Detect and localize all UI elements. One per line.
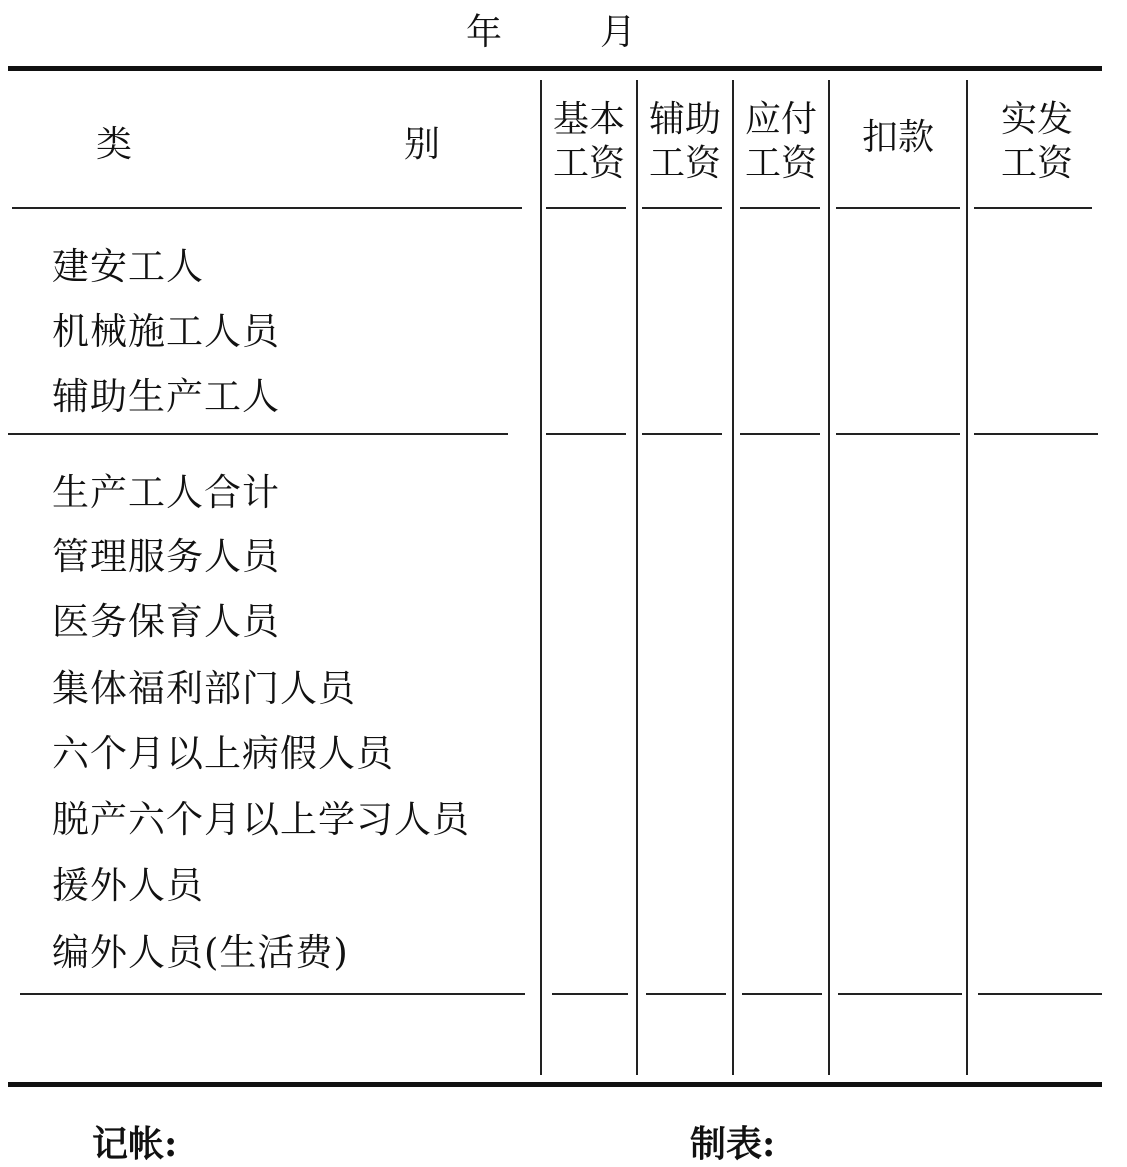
- section-rule: [978, 993, 1102, 995]
- title-year: 年: [466, 12, 505, 53]
- header-rule: [974, 207, 1092, 209]
- section-rule: [740, 433, 820, 435]
- header-aux-wage: [639, 98, 731, 186]
- footer-bookkeeper: 记帐:: [92, 1123, 178, 1165]
- title-month: 月: [600, 12, 639, 53]
- section-rule: [20, 993, 525, 995]
- header-rule: [836, 207, 960, 209]
- section-rule: [546, 433, 626, 435]
- header-rule: [740, 207, 820, 209]
- header-payable-wage-line2: 工资: [744, 143, 817, 184]
- header-rule: [546, 207, 626, 209]
- section-rule: [642, 433, 722, 435]
- section-rule: [974, 433, 1098, 435]
- header-rule: [642, 207, 722, 209]
- bottom-rule: [8, 1082, 1102, 1087]
- column-divider: [540, 80, 542, 1075]
- header-aux-wage-line2: 工资: [648, 143, 721, 184]
- row-label: 辅助生产工人: [52, 375, 280, 418]
- header-payable-wage-line1: 应付: [744, 99, 817, 140]
- row-label: 医务保育人员: [52, 600, 280, 643]
- section-rule: [836, 433, 960, 435]
- row-label: 脱产六个月以上学习人员: [52, 798, 470, 841]
- row-label: 管理服务人员: [52, 535, 280, 578]
- section-rule: [838, 993, 962, 995]
- section-rule: [646, 993, 726, 995]
- row-label: 六个月以上病假人员: [52, 732, 394, 775]
- header-basic-wage-line2: 工资: [552, 143, 625, 184]
- header-deduction: [832, 116, 964, 160]
- footer-preparer: 制表:: [690, 1123, 776, 1165]
- header-basic-wage-line1: 基本: [552, 99, 625, 140]
- column-divider: [828, 80, 830, 1075]
- header-net-wage: [982, 98, 1092, 186]
- section-rule: [8, 433, 508, 435]
- row-label: 建安工人: [52, 245, 204, 288]
- header-category-right: 别: [404, 124, 441, 165]
- row-label: 援外人员: [52, 864, 204, 907]
- row-label: 集体福利部门人员: [52, 667, 356, 710]
- header-deduction-line1: 扣款: [861, 117, 934, 158]
- row-label: 编外人员(生活费): [52, 931, 349, 974]
- header-rule: [12, 207, 522, 209]
- header-basic-wage: [543, 98, 635, 186]
- row-label: 机械施工人员: [52, 310, 280, 353]
- column-divider: [732, 80, 734, 1075]
- column-divider: [966, 80, 968, 1075]
- top-rule: [8, 66, 1102, 71]
- header-payable-wage: [735, 98, 827, 186]
- header-net-wage-line1: 实发: [1000, 99, 1073, 140]
- row-label: 生产工人合计: [52, 471, 280, 514]
- header-category-left: 类: [96, 124, 133, 165]
- section-rule: [742, 993, 822, 995]
- column-divider: [636, 80, 638, 1075]
- header-net-wage-line2: 工资: [1000, 143, 1073, 184]
- section-rule: [552, 993, 628, 995]
- header-aux-wage-line1: 辅助: [648, 99, 721, 140]
